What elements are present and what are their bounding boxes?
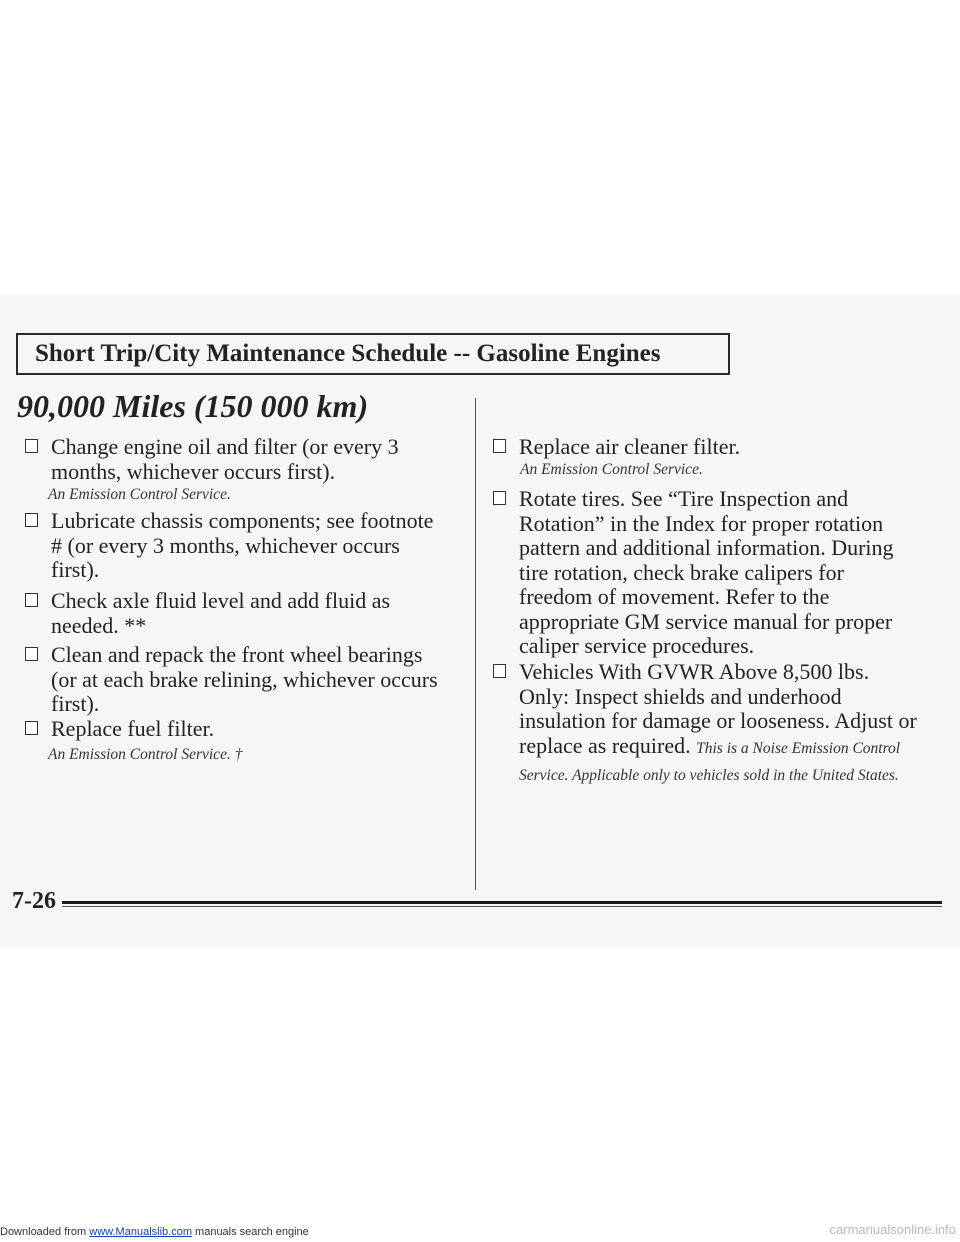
checkbox-icon (493, 491, 506, 505)
download-footer (0, 1226, 309, 1238)
checklist-item (493, 660, 918, 789)
download-prefix: Downloaded from (0, 1226, 90, 1238)
watermark: carmanualsonline.info (829, 1222, 956, 1237)
checkbox-icon (493, 439, 506, 453)
item-note: This is a Noise Emission Control Service. Applicable only to vehicles sold in the United States. (519, 739, 901, 784)
checklist-item (493, 435, 913, 460)
item-text: Check axle fluid level and add fluid as needed. ** (51, 588, 391, 638)
item-note: An Emission Control Service. † (48, 746, 243, 763)
item-note: An Emission Control Service. (520, 461, 703, 478)
section-title: 90,000 Miles (150 000 km) (17, 388, 369, 424)
page-number: 7-26 (12, 888, 56, 914)
item-note: An Emission Control Service. (48, 486, 231, 503)
checklist-item (25, 509, 445, 583)
checkbox-icon (25, 721, 38, 735)
checklist-item (25, 717, 445, 742)
checklist-item (25, 435, 445, 484)
column-divider (475, 398, 476, 890)
checkbox-icon (493, 664, 506, 678)
item-text: Rotate tires. See “Tire Inspection and Rotation” in the Index for proper rotation pattern and additional information. During tire rotation, check brake calipers for freedom of movement. Refer to the appropriate GM service manual for proper caliper service procedures. (519, 486, 894, 658)
checkbox-icon (25, 593, 38, 607)
page-header (16, 333, 730, 375)
download-suffix: manuals search engine (191, 1226, 309, 1238)
checkbox-icon (25, 647, 38, 661)
checklist-item (25, 589, 445, 638)
item-text: Lubricate chassis components; see footnote # (or every 3 months, whichever occurs first). (51, 508, 434, 582)
checkbox-icon (25, 439, 38, 453)
page-header-title: Short Trip/City Maintenance Schedule -- Gasoline Engines (35, 340, 661, 367)
item-text: Change engine oil and filter (or every 3 months, whichever occurs first). (51, 434, 399, 484)
item-text: Clean and repack the front wheel bearings (or at each brake relining, whichever occurs first). (51, 642, 438, 716)
item-text: Replace fuel filter. (51, 716, 215, 741)
checklist-item (25, 643, 445, 717)
checkbox-icon (25, 513, 38, 527)
manualslib-link[interactable]: www.Manualslib.com (89, 1226, 192, 1238)
item-text: Replace air cleaner filter. (519, 434, 741, 459)
checklist-item (493, 487, 918, 659)
footer-rule-thin (62, 906, 942, 907)
footer-rule (62, 901, 942, 904)
item-text: Vehicles With GVWR Above 8,500 lbs. Only: Inspect shields and underhood insulation for damage or looseness. Adjust or replace as required. This is a Noise Emission Control Service. Applicable only to vehicles sold in the United States. (519, 659, 917, 784)
